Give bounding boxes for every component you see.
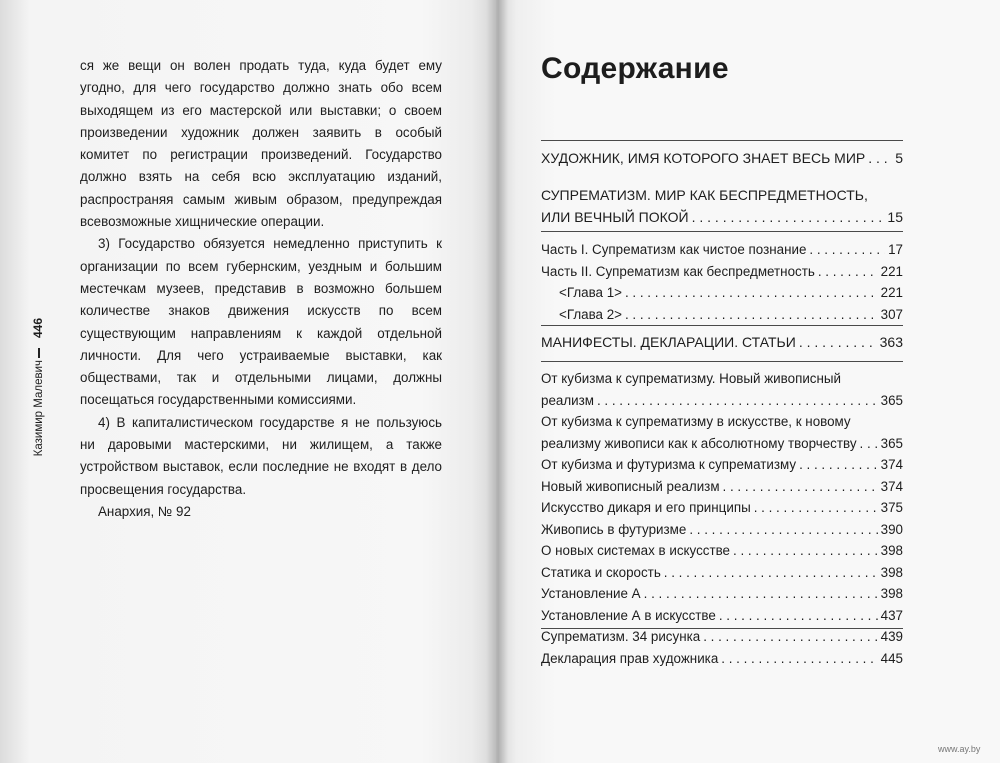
toc-entry-page: 221 (880, 263, 903, 279)
toc-entry-title: <Глава 1> (559, 285, 622, 300)
leader-dots (860, 433, 878, 455)
toc-entry (541, 605, 903, 627)
toc-section-3 (541, 332, 903, 354)
toc-entry-page: 445 (880, 650, 903, 666)
toc-entry-page: 437 (880, 607, 903, 623)
toc-chapters-1 (541, 239, 903, 325)
left-page (0, 0, 496, 763)
toc-entry (541, 540, 903, 562)
leader-dots (692, 207, 885, 229)
toc-entry (541, 148, 903, 170)
toc-entry-title: От кубизма к супрематизму в искусстве, к новому (541, 414, 851, 429)
toc-entry-title: От кубизма к супрематизму. Новый живописный (541, 371, 841, 386)
section-rule (541, 325, 903, 326)
toc-entry-page: 15 (887, 208, 903, 225)
bottom-rule (541, 628, 903, 629)
leader-dots (597, 390, 878, 412)
toc-entry (541, 497, 903, 519)
leader-dots (721, 648, 877, 670)
toc-entry-page: 221 (880, 285, 903, 300)
leader-dots (703, 626, 877, 648)
toc-entry-title: Статика и скорость (541, 564, 661, 580)
toc-entry (541, 390, 903, 412)
paragraph-2: 3) Государство обязуется немедленно приступить к организации по всем губернским, уездным и большим местечкам музеев, представив в возможно большем количестве знаков движения искусств по всем существующим направлениям к каждой отдельной личности. Для чего устраиваемые выставки, как обществами, так и отдельными лицами, должны посещаться государственными комиссиями. (80, 236, 442, 408)
toc-entry-title: Часть I. Супрематизм как чистое познание (541, 242, 807, 257)
leader-dots (723, 476, 878, 498)
toc-entry-line (541, 411, 903, 433)
toc-entry-page: 398 (880, 543, 903, 558)
toc-entry-title: От кубизма и футуризма к супрематизму (541, 457, 797, 472)
toc-entry-title: Новый живописный реализм (541, 478, 720, 494)
divider (38, 348, 40, 358)
toc-entry-title: Установление А (541, 586, 641, 601)
signature: Анархия, № 92 (98, 503, 191, 519)
toc-entry-page: 363 (879, 334, 903, 350)
toc-entry (541, 261, 903, 283)
toc-entry-title: Живопись в футуризме (541, 521, 687, 537)
toc-entry (541, 332, 903, 354)
toc-entry-title: О новых системах в искусстве (541, 543, 730, 558)
toc-entry-title: Установление А в искусстве (541, 607, 716, 623)
toc-entry-page: 398 (880, 564, 903, 580)
toc-entry-title: <Глава 2> (559, 306, 622, 322)
watermark: www.ay.by (938, 744, 981, 754)
running-head (33, 318, 49, 458)
left-body-text (80, 55, 442, 523)
toc-entry (541, 519, 903, 541)
toc-entry-page: 374 (880, 478, 903, 494)
gutter-shadow (486, 0, 508, 763)
toc-entry-title: СУПРЕМАТИЗМ. МИР КАК БЕСПРЕДМЕТНОСТЬ, (541, 187, 868, 203)
paragraph-1: ся же вещи он волен продать туда, куда будет ему угодно, для чего государство должно знать обо всем выходящем из его мастерской или выставки; о своем произведении художник должен заявить в особый комитет по регистрации произведений. Государство должно взять на себя всю эксплуатацию изданий, распространяя самым живым образом, предупреждая всевозможные хищнические операции. (80, 58, 442, 230)
toc-entry-page: 375 (880, 500, 903, 515)
leader-dots (689, 519, 877, 541)
toc-entry (541, 648, 903, 670)
toc-entry (541, 626, 903, 648)
leader-dots (809, 239, 885, 261)
toc-entry (541, 239, 903, 261)
toc-entry-page: 307 (880, 306, 903, 322)
toc-section-2 (541, 185, 903, 228)
leader-dots (625, 304, 878, 326)
leader-dots (868, 148, 892, 170)
section-rule (541, 361, 903, 362)
toc-section-1 (541, 148, 903, 170)
leader-dots (733, 540, 878, 562)
toc-entry-title-cont: ИЛИ ВЕЧНЫЙ ПОКОЙ (541, 208, 689, 225)
toc-entry-page: 5 (895, 150, 903, 166)
toc-entry (541, 207, 903, 229)
toc-entry-title-cont: реализм (541, 392, 594, 408)
toc-entry-line (541, 185, 903, 207)
leader-dots (625, 282, 878, 304)
toc-entry (541, 282, 903, 304)
leader-dots (799, 454, 878, 476)
toc-entry (541, 476, 903, 498)
toc-entry-title: Декларация прав художника (541, 650, 719, 666)
toc-entry (541, 454, 903, 476)
leader-dots (818, 261, 878, 283)
toc-entry-title: Супрематизм. 34 рисунка (541, 629, 701, 644)
toc-entry (541, 562, 903, 584)
author-name: Казимир Малевич (33, 360, 45, 457)
toc-entry-title-cont: реализму живописи как к абсолютному творчеству (541, 435, 857, 451)
toc-entry-page: 365 (880, 435, 903, 451)
leader-dots (644, 583, 878, 605)
paragraph-3: 4) В капиталистическом государстве я не пользуюсь ни даровыми мастерскими, ни жилищем, а также устройством выставок, если последние не входят в дело просвещения государства. (80, 414, 442, 497)
toc-entry (541, 583, 903, 605)
page-number: 446 (31, 318, 45, 339)
leader-dots (664, 562, 878, 584)
toc-entry-page: 374 (880, 457, 903, 472)
toc-chapters-2 (541, 368, 903, 669)
toc-entry-title: МАНИФЕСТЫ. ДЕКЛАРАЦИИ. СТАТЬИ (541, 334, 796, 350)
section-rule (541, 231, 903, 232)
toc-entry-page: 439 (880, 629, 903, 644)
toc-entry-title: Часть II. Супрематизм как беспредметность (541, 263, 815, 279)
leader-dots (754, 497, 878, 519)
toc-entry-page: 398 (880, 586, 903, 601)
toc-entry-page: 390 (880, 521, 903, 537)
toc-entry-page: 365 (880, 392, 903, 408)
title-rule (541, 140, 903, 141)
toc-entry-line (541, 368, 903, 390)
leader-dots (799, 332, 877, 354)
toc-entry-title: Искусство дикаря и его принципы (541, 500, 751, 515)
toc-entry (541, 433, 903, 455)
leader-dots (719, 605, 878, 627)
toc-entry-page: 17 (888, 242, 903, 257)
toc-title: Содержание (541, 52, 729, 85)
toc-entry-title: ХУДОЖНИК, ИМЯ КОТОРОГО ЗНАЕТ ВЕСЬ МИР (541, 150, 866, 166)
toc-entry (541, 304, 903, 326)
